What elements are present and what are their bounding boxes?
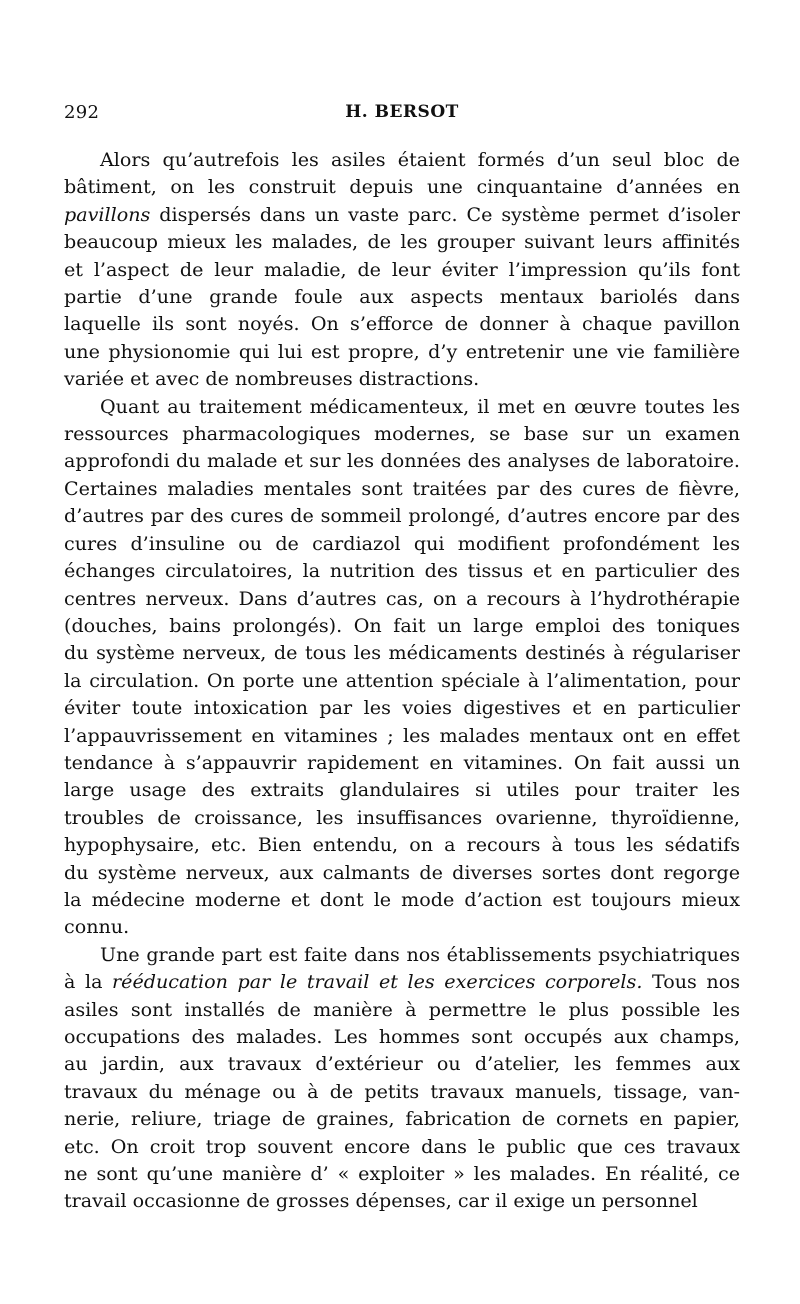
text-segment: d’autres par des cures de sommeil prolongé, d’autres encore par des [64, 504, 740, 528]
text-line [64, 639, 740, 666]
text-line [64, 886, 740, 913]
text-segment: bâtiment, on les construit depuis une cinquantaine d’années en [64, 175, 740, 199]
text-segment: du système nerveux, aux calmants de diverses sortes dont regorge [64, 860, 740, 884]
text-segment: approfondi du malade et sur les données des analyses de laboratoire. [64, 449, 740, 473]
text-line [64, 1160, 740, 1187]
text-line [64, 557, 740, 584]
text-segment: variée et avec de nombreuses distractions. [64, 367, 480, 391]
text-segment: Une grande part est faite dans nos établissements psychiatriques [100, 942, 740, 966]
text-line [64, 420, 740, 447]
text-segment: tendance à s’appauvrir rapidement en vitamines. On fait aussi un [64, 750, 740, 774]
text-segment: une physionomie qui lui est propre, d’y entretenir une vie familière [64, 339, 740, 363]
text-line [64, 365, 740, 392]
text-segment: etc. On croit trop souvent encore dans le public que ces travaux [64, 1134, 740, 1158]
text-segment: connu. [64, 915, 130, 939]
text-segment: nerie, reliure, triage de graines, fabrication de cornets en papier, [64, 1107, 740, 1131]
text-line [64, 776, 740, 803]
text-line [64, 338, 740, 365]
text-segment: cures d’insuline ou de cardiazol qui modifient profondément les [64, 531, 740, 555]
text-segment: large usage des extraits glandulaires si utiles pour traiter les [64, 778, 740, 802]
text-line [64, 475, 740, 502]
text-line [64, 283, 740, 310]
text-line [64, 256, 740, 283]
text-line [64, 173, 740, 200]
text-segment: Quant au traitement médicamenteux, il met en œuvre toutes les [100, 394, 740, 418]
text-segment: ressources pharmacologiques modernes, se base sur un examen [64, 422, 740, 446]
text-segment: (douches, bains prolongés). On fait un large emploi des toniques [64, 613, 740, 637]
text-line [64, 146, 740, 173]
text-segment: la médecine moderne et dont le mode d’action est toujours mieux [64, 887, 740, 911]
text-segment: troubles de croissance, les insuffisances ovarienne, thyroïdienne, [64, 805, 740, 829]
text-line [64, 1050, 740, 1077]
text-line [64, 502, 740, 529]
italic-text: pavillons [64, 202, 151, 226]
text-line [64, 585, 740, 612]
body-text [64, 146, 740, 1215]
text-segment: occupations des malades. Les hommes sont occupés aux champs, [64, 1025, 740, 1048]
text-segment: l’appauvrissement en vitamines ; les malades mentaux ont en effet [64, 723, 740, 747]
text-segment: travail occasionne de grosses dépenses, car il exige un personnel [64, 1189, 698, 1213]
text-segment: asiles sont installés de manière à permettre le plus possible les [64, 997, 740, 1021]
text-segment: beaucoup mieux les malades, de les grouper suivant leurs affinités [64, 230, 740, 254]
text-segment: échanges circulatoires, la nutrition des tissus et en particulier des [64, 559, 740, 583]
paragraph [64, 941, 740, 1215]
text-segment: Alors qu’autrefois les asiles étaient formés d’un seul bloc de [100, 148, 740, 171]
text-segment: laquelle ils sont noyés. On s’efforce de donner à chaque pavillon [64, 312, 740, 336]
text-segment: hypophysaire, etc. Bien entendu, on a recours à tous les sédatifs [64, 833, 740, 857]
text-line [64, 722, 740, 749]
page-header [64, 102, 740, 128]
text-line [64, 859, 740, 886]
text-segment: du système nerveux, de tous les médicaments destinés à régulariser [64, 641, 740, 665]
text-line [64, 749, 740, 776]
italic-text: rééducation par le travail et les exercices corporels. [112, 970, 643, 994]
text-segment: travaux du ménage ou à de petits travaux manuels, tissage, van- [64, 1079, 740, 1103]
text-line [64, 1133, 740, 1160]
text-segment: dispersés dans un vaste parc. Ce système permet d’isoler [150, 202, 740, 226]
paragraph [64, 146, 740, 393]
text-line [64, 228, 740, 255]
text-line [64, 667, 740, 694]
text-segment: la circulation. On porte une attention spéciale à l’alimentation, pour [64, 668, 740, 692]
text-line [64, 1105, 740, 1132]
text-line [64, 612, 740, 639]
text-line [64, 831, 740, 858]
text-line [64, 1023, 740, 1050]
text-line [64, 1078, 740, 1105]
text-line [64, 694, 740, 721]
text-line [64, 804, 740, 831]
text-line [64, 530, 740, 557]
text-segment: à la [64, 970, 113, 994]
text-segment: Certaines maladies mentales sont traitées par des cures de fièvre, [64, 476, 740, 500]
text-segment: centres nerveux. Dans d’autres cas, on a recours à l’hydrothérapie [64, 586, 740, 610]
text-line [64, 393, 740, 420]
text-line [64, 1187, 740, 1214]
running-head: H. BERSOT [345, 102, 459, 122]
text-line [64, 996, 740, 1023]
text-line [64, 447, 740, 474]
text-segment: Tous nos [642, 970, 740, 994]
text-segment: et l’aspect de leur maladie, de leur éviter l’impression qu’ils font [64, 257, 740, 281]
text-segment: ne sont qu’une manière d’ « exploiter » les malades. En réalité, ce [64, 1162, 740, 1186]
text-segment: partie d’une grande foule aux aspects mentaux bariolés dans [64, 285, 740, 309]
text-line [64, 201, 740, 228]
text-line [64, 913, 740, 940]
text-line [64, 968, 740, 995]
paragraph [64, 393, 740, 941]
text-line [64, 941, 740, 968]
text-segment: éviter toute intoxication par les voies digestives et en particulier [64, 696, 740, 720]
page-number: 292 [64, 102, 100, 123]
text-segment: au jardin, aux travaux d’extérieur ou d’atelier, les femmes aux [64, 1052, 740, 1076]
text-line [64, 310, 740, 337]
